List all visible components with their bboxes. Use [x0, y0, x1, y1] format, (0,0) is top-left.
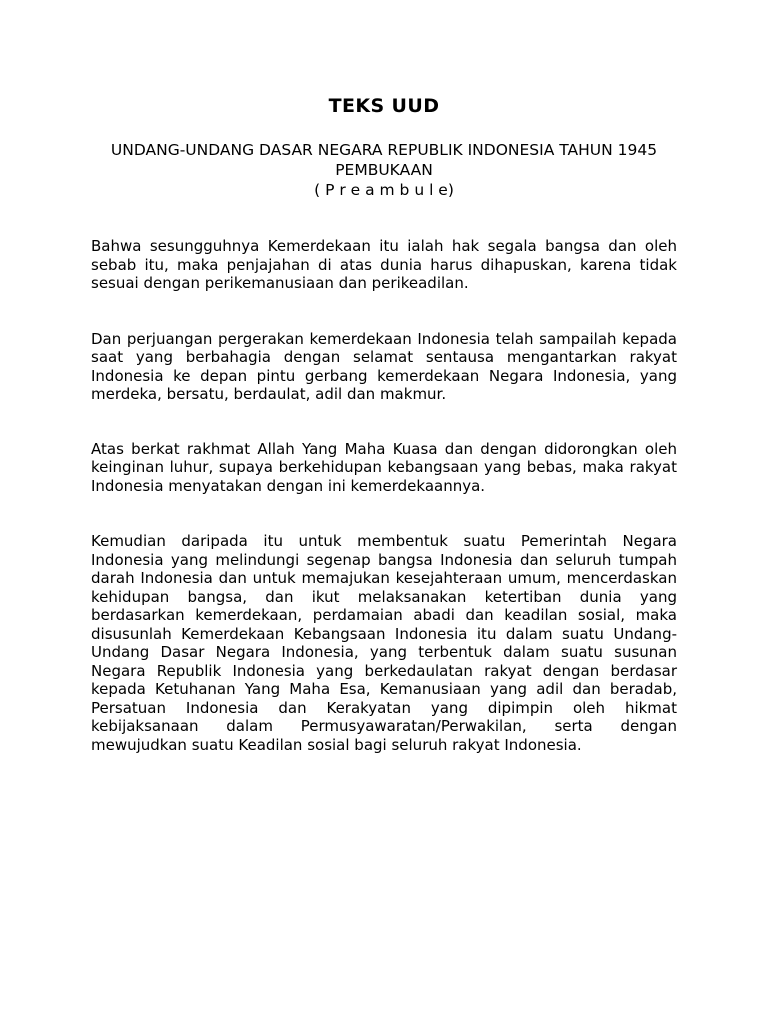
paragraph-4: Kemudian daripada itu untuk membentuk suatu Pemerintah Negara Indonesia yang melindungi segenap bangsa Indonesia dan seluruh tumpah darah Indonesia dan untuk memajukan kesejahteraan umum, mencerdaskan kehidupan bangsa, dan ikut melaksanakan ketertiban dunia yang berdasarkan kemerdekaan, perdamaian abadi dan keadilan sosial, maka disusunlah Kemerdekaan Kebangsaan Indonesia itu dalam suatu Undang-Undang Dasar Negara Indonesia, yang terbentuk dalam suatu susunan Negara Republik Indonesia yang berkedaulatan rakyat dengan berdasar kepada Ketuhanan Yang Maha Esa, Kemanusiaan yang adil dan beradab, Persatuan Indonesia dan Kerakyatan yang dipimpin oleh hikmat kebijaksanaan dalam Permusyawaratan/Perwakilan, serta dengan mewujudkan suatu Keadilan sosial bagi seluruh rakyat Indonesia. — [91, 532, 677, 754]
heading-preamble-label: PEMBUKAAN — [335, 161, 433, 179]
paragraph-3: Atas berkat rakhmat Allah Yang Maha Kuasa dan dengan didorongkan oleh keinginan luhur, supaya berkehidupan kebangsaan yang bebas, maka rakyat Indonesia menyatakan dengan ini kemerdekaannya. — [91, 439, 677, 495]
paragraph-1: Bahwa sesungguhnya Kemerdekaan itu ialah hak segala bangsa dan oleh sebab itu, maka penjajahan di atas dunia harus dihapuskan, karena tidak sesuai dengan perikemanusiaan dan perikeadilan. — [91, 237, 677, 292]
paragraph-2: Dan perjuangan pergerakan kemerdekaan Indonesia telah sampailah kepada saat yang berbahagia dengan selamat sentausa mengantarkan rakyat Indonesia ke depan pintu gerbang kemerdekaan Negara Indonesia, yang merdeka, bersatu, berdaulat, adil dan makmur. — [91, 329, 677, 403]
document-heading — [91, 140, 677, 200]
heading-preamble-subtitle: ( P r e a m b u l e) — [314, 181, 454, 199]
heading-constitution-name: UNDANG-UNDANG DASAR NEGARA REPUBLIK INDONESIA TAHUN 1945 — [110, 141, 658, 159]
document-title: TEKS UUD — [328, 95, 440, 117]
